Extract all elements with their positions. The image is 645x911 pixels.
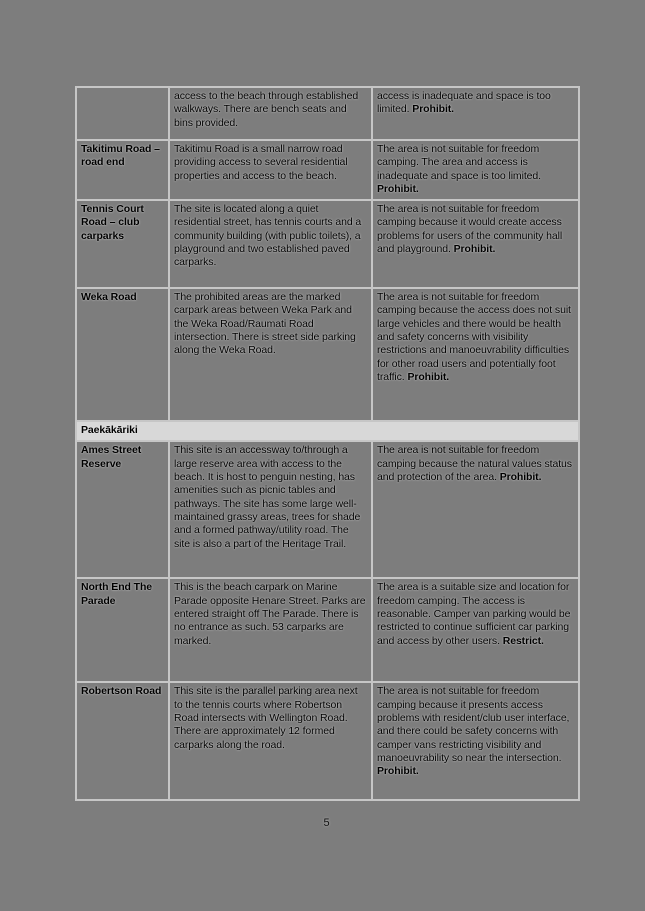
description-cell <box>169 682 372 800</box>
description-text: This site is the parallel parking area next to the tennis courts where Robertson Road intersects with Wellington Road. There are approximately 12 formed carparks along the road. <box>174 685 358 751</box>
description-text: access to the beach through established walkways. There are bench seats and bins provided. <box>174 90 359 129</box>
description-cell <box>169 441 372 578</box>
description-cell <box>169 288 372 421</box>
verdict-text: Restrict. <box>502 634 544 647</box>
table-row <box>76 578 579 682</box>
assessment-text: The area is not suitable for freedom camping because the natural values status and protection of the area. <box>377 444 572 484</box>
assessment-cell <box>372 200 579 288</box>
location-cell: Robertson Road <box>76 682 169 800</box>
assessment-cell <box>372 578 579 682</box>
location-cell: Weka Road <box>76 288 169 421</box>
table-row <box>76 288 579 421</box>
verdict-text: Prohibit. <box>377 182 419 195</box>
verdict-text: Prohibit. <box>453 243 496 256</box>
description-cell <box>169 200 372 288</box>
location-cell: Tennis Court Road – club carparks <box>76 200 169 288</box>
table-row <box>76 87 579 140</box>
table-row <box>76 682 579 800</box>
table-row <box>76 200 579 288</box>
assessment-text: The area is not suitable for freedom camping because it would create access problems for users of the community hall and playground. <box>377 203 563 256</box>
section-header-label: Paekākāriki <box>76 421 579 441</box>
description-text: The prohibited areas are the marked carpark areas between Weka Park and the Weka Road/Raumati Road intersection. There is street side parking along the Weka Road. <box>174 291 356 357</box>
verdict-text: Prohibit. <box>377 765 419 778</box>
section-header-row <box>76 421 579 441</box>
description-cell <box>169 578 372 682</box>
assessment-text: The area is not suitable for freedom camping. The area and access is inadequate and space is too limited. <box>377 143 541 182</box>
assessment-text: access is inadequate and space is too limited. <box>377 90 551 116</box>
location-cell: North End The Parade <box>76 578 169 682</box>
assessment-cell <box>372 87 579 140</box>
location-cell: Takitimu Road – road end <box>76 140 169 200</box>
description-cell <box>169 140 372 200</box>
verdict-text: Prohibit. <box>407 370 450 383</box>
camping-sites-table <box>75 86 580 801</box>
assessment-text: The area is not suitable for freedom camping because it presents access problems with resident/club user interface, and there could be safety concerns with camper vans restricting visibility and manoeuvrability so near the intersection. <box>377 685 570 764</box>
assessment-cell <box>372 288 579 421</box>
description-text: This is the beach carpark on Marine Parade opposite Henare Street. Parks are entered straight off The Parade. There is no entrance as such. 53 carparks are marked. <box>174 581 366 647</box>
verdict-text: Prohibit. <box>499 471 542 484</box>
location-cell <box>76 87 169 140</box>
description-text: Takitimu Road is a small narrow road providing access to several residential properties and access to the beach. <box>174 143 348 182</box>
description-cell <box>169 87 372 140</box>
description-text: This site is an accessway to/through a large reserve area with access to the beach. It is host to penguin nesting, has amenities such as picnic tables and pathways. The site has some large well-maintained grassy areas, trees for shade and a formed pathway/utility road. The site is also a part of the Heritage Trail. <box>174 444 361 550</box>
table-row <box>76 441 579 578</box>
assessment-cell <box>372 682 579 800</box>
assessment-text: The area is a suitable size and location for freedom camping. The access is reasonable. Camper van parking would be restricted to continue sufficient car parking and access by other users. <box>377 581 571 647</box>
assessment-cell <box>372 140 579 200</box>
verdict-text: Prohibit. <box>412 103 454 116</box>
page-number: 5 <box>323 817 330 829</box>
location-cell: Ames Street Reserve <box>76 441 169 578</box>
assessment-cell <box>372 441 579 578</box>
assessment-text: The area is not suitable for freedom camping because the access does not suit large vehicles and there would be health and safety concerns with visibility restrictions and manoeuvrability difficulties for other road users and potentially foot traffic. <box>377 291 571 383</box>
table-row <box>76 140 579 200</box>
description-text: The site is located along a quiet residential street, has tennis courts and a community building (with public toilets), a playground and two established paved carparks. <box>174 203 362 269</box>
